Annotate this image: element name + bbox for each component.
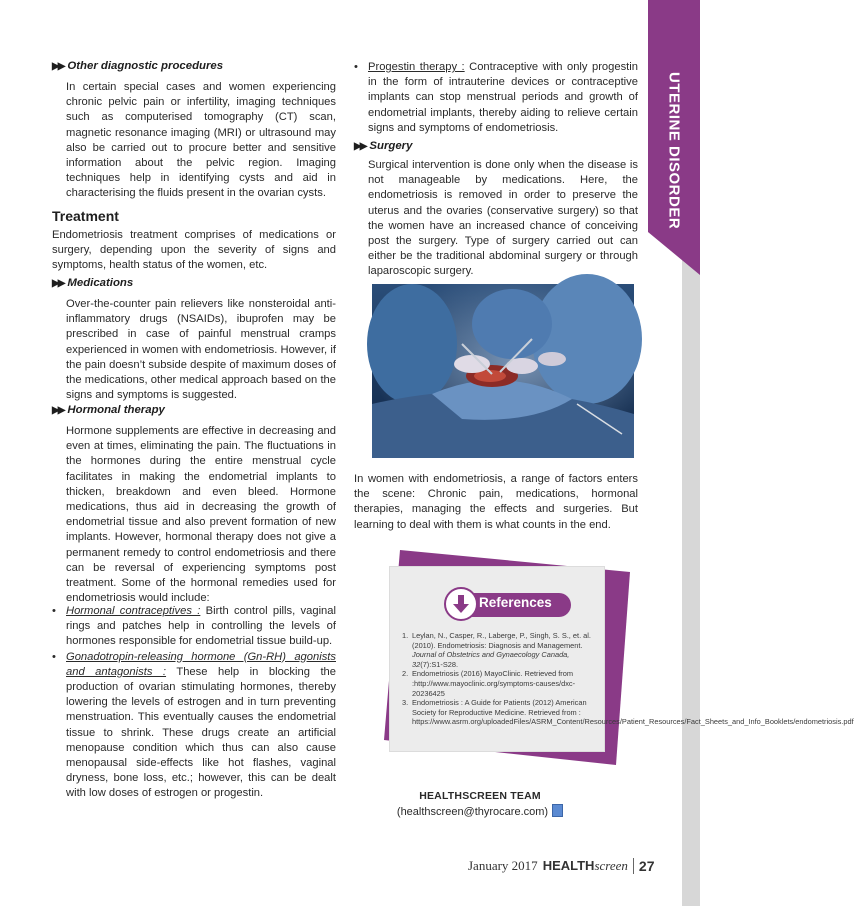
hormonal-remedies-list [52,604,336,802]
section-tab-label: UTERINE DISORDER [665,72,683,230]
double-arrow-icon: ▶▶ [52,277,64,289]
list-item: • Hormonal contraceptives : Birth control pills, vaginal rings and patches help in controlling the levels of hormones responsible for endometrial tissue build-up. [52,605,336,648]
footer-divider [633,858,634,874]
author-credit [380,790,580,820]
section-tab [648,0,700,275]
list-item: 3. Endometriosis : A Guide for Patients (2012) American Society for Reproductive Medicine. Retrieved from : https://www.asrm.org/uploadedFiles/ASRM_Content/Resources/Patient_Resources/Fact_Sheets_and_Info_Booklets/endometriosis.pdf [402,698,854,727]
other-diagnostic-heading: ▶▶ Other diagnostic procedures [52,60,224,72]
double-arrow-icon: ▶▶ [354,140,366,152]
double-arrow-icon: ▶▶ [52,404,64,416]
issue-date: January 2017 [468,858,538,873]
references-title: References [479,595,552,610]
list-item: • Progestin therapy : Contraceptive with only progestin in the form of intrauterine devices or contraceptive implants can stop menstrual periods and growth of endometrial implants, thereby aiding to relieve certain signs and symptoms of endometriosis. [354,61,638,134]
treatment-heading: Treatment [52,208,119,224]
list-item: • Gonadotropin-releasing hormone (Gn-RH) agonists and antagonists : These help in blocking the production of ovarian stimulating hormones, thereby lowering the levels of estrogen and in turn preventing menstruation. This eventually causes the endometrial tissue to shrink. These drugs create an artificial menopause condition which thus can also cause menopausal side-effects like hot flashes, vaginal dryness, bone loss, etc.; however, this can be dealt with low doses of estrogen or progestin. [52,650,337,800]
surgery-photo [372,284,634,458]
other-diagnostic-body: In certain special cases and women experiencing chronic pelvic pain or infertility, imaging techniques such as computerised tomography (CT) scan, magnetic resonance imaging (MRI) or ultrasound may also be carried out to procure better and sensitive information about the pelvic region. Imaging techniques help in identifying cysts and aid in characterising the fluids present in the ovarian cysts. [66,81,336,200]
progestin-list [354,60,638,136]
closing-paragraph: In women with endometriosis, a range of factors enters the scene: Chronic pain, medications, hormonal therapies, managing the effects and surgeries. But learning to deal with them is what counts in the end. [354,473,638,531]
download-arrow-icon [444,587,478,621]
list-item: 2. Endometriosis (2016) MayoClinic. Retrieved from :http://www.mayoclinic.org/symptoms-causes/dxc-20236425 [402,669,576,698]
page-number: 27 [638,858,655,874]
mail-icon [552,804,563,817]
author-email[interactable]: (healthscreen@thyrocare.com) [396,806,549,818]
medications-body: Over-the-counter pain relievers like nonsteroidal anti-inflammatory drugs (NSAIDs), ibuprofen may be prescribed in case of painful menstrual cramps experienced in women with endometriosis. However, if the pain doesn’t subside despite of maximum doses of the medications, other medical approach based on the signs and symptoms is suggested. [66,298,336,402]
hormonal-therapy-body: Hormone supplements are effective in decreasing and even at times, eliminating the pain. The fluctuations in the hormones during the entire menstrual cycle facilitates in making the endometrial implants to thicken, breakdown and even bleed. Hormone medications, thus aid in decreasing the growth of endometrial tissue and also prevent formation of new implants. However, hormonal therapy does not give a permanent remedy to control endometriosis and there can be reversal of experiencing symptoms post treatment. Some of the hormonal remedies used for endometriosis would include: [66,425,336,605]
references-list [402,631,854,727]
hormonal-therapy-heading: ▶▶ Hormonal therapy [52,404,165,416]
references-box [380,550,854,765]
medications-heading: ▶▶ Medications [52,277,134,289]
list-item: 1. Leylan, N., Casper, R., Laberge, P., Singh, S. S., et. al. (2010). Endometriosis: Diagnosis and Management. Journal of Obstetrics and Gynaecology Canada, 32(7):S1-S28. [402,631,591,669]
surgery-body: Surgical intervention is done only when the disease is not manageable by medications. Here, the endometriosis is removed in order to preserve the uterus and the ovaries (conservative surgery) so that the women have an increased chance of conceiving post the surgery. Type of surgery carried out can either be the traditional abdominal surgery or through laparoscopic surgery. [368,159,638,278]
surgery-heading: ▶▶ Surgery [354,140,413,152]
treatment-body: Endometriosis treatment comprises of medications or surgery, depending upon the severity of signs and symptoms, health status of the women, etc. [52,229,336,272]
double-arrow-icon: ▶▶ [52,60,64,72]
page-footer [468,858,654,874]
magazine-brand: HEALTHscreen [542,858,628,873]
author-name: HEALTHSCREEN TEAM [419,790,541,802]
references-card [389,566,854,752]
